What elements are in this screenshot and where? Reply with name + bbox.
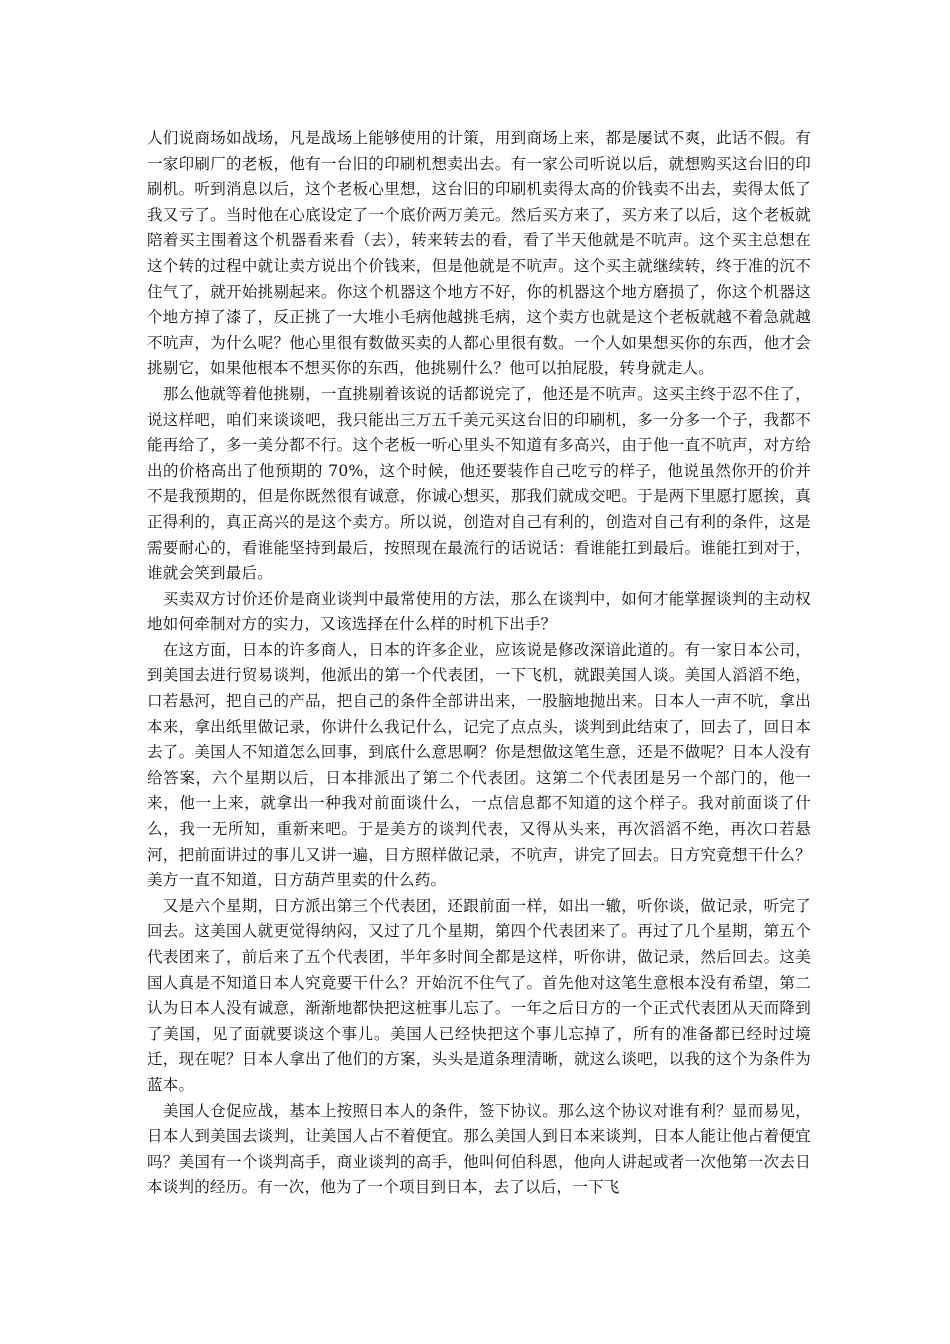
paragraph-3 [147, 587, 811, 638]
paragraph-4 [147, 638, 811, 894]
paragraph-4-indent [147, 641, 163, 659]
paragraph-6-text: 美国人仓促应战，基本上按照日本人的条件，签下协议。那么这个协议对谁有利？显而易见，日本人到美国去谈判，让美国人占不着便宜。那么美国人到日本来谈判，日本人能让他占着便宜吗？美国有一个谈判高手，商业谈判的高手，他叫何伯科恩，他向人讲起或者一次他第一次去日本谈判的经历。有一次，他为了一个项目到日本，去了以后，一下飞 [147, 1101, 811, 1197]
paragraph-5-text: 又是六个星期，日方派出第三个代表团，还跟前面一样，如出一辙，听你谈，做记录，听完了回去。这美国人就更觉得纳闷，又过了几个星期，第四个代表团来了。再过了几个星期，第五个代表团来了，前后来了五个代表团，半年多时间全都是这样，听你讲，做记录，然后回去。这美国人真是不知道日本人究竟要干什么？开始沉不住气了。首先他对这笔生意根本没有希望，第二认为日本人没有诚意，渐渐地都快把这桩事儿忘了。一年之后日方的一个正式代表团从天而降到了美国，见了面就要谈这个事儿。美国人已经快把这个事儿忘掉了，所有的准备都已经时过境迁，现在呢？日本人拿出了他们的方案，头头是道条理清晰，就这么谈吧，以我的这个为条件为蓝本。 [147, 896, 811, 1094]
paragraph-1 [147, 126, 811, 382]
paragraph-5 [147, 894, 811, 1099]
paragraph-6 [147, 1099, 811, 1201]
document-body [147, 126, 811, 1201]
paragraph-4-text: 在这方面，日本的许多商人，日本的许多企业，应该说是修改深谙此道的。有一家日本公司，到美国去进行贸易谈判，他派出的第一个代表团，一下飞机，就跟美国人谈。美国人滔滔不绝，口若悬河，把自己的产品，把自己的条件全部讲出来，一股脑地抛出来。日本人一声不吭，拿出本来，拿出纸里做记录，你讲什么我记什么，记完了点点头，谈判到此结束了，回去了，回日本去了。美国人不知道怎么回事，到底什么意思啊？你是想做这笔生意，还是不做呢？日本人没有给答案，六个星期以后，日本排派出了第二个代表团。这第二个代表团是另一个部门的，他一来，他一上来，就拿出一种我对前面谈什么，一点信息都不知道的这个样子。我对前面谈了什么，我一无所知，重新来吧。于是美方的谈判代表，又得从头来，再次滔滔不绝，再次口若悬河，把前面讲过的事儿又讲一遍，日方照样做记录，不吭声，讲完了回去。日方究竟想干什么？美方一直不知道，日方葫芦里卖的什么药。 [147, 640, 811, 890]
paragraph-3-text: 买卖双方讨价还价是商业谈判中最常使用的方法，那么在谈判中，如何才能掌握谈判的主动权地如何牵制对方的实力，又该选择在什么样的时机下出手？ [147, 589, 811, 634]
paragraph-1-text: 人们说商场如战场，凡是战场上能够使用的计策，用到商场上来，都是屡试不爽，此话不假。有一家印刷厂的老板，他有一台旧的印刷机想卖出去。有一家公司听说以后，就想购买这台旧的印刷机。听到消息以后，这个老板心里想，这台旧的印刷机卖得太高的价钱卖不出去，卖得太低了我又亏了。当时他在心底设定了一个底价两万美元。然后买方来了，买方来了以后，这个老板就陪着买主围着这个机器看来看（去），转来转去的看，看了半天他就是不吭声。这个买主总想在这个转的过程中就让卖方说出个价钱来，但是他就是不吭声。这个买主就继续转，终于准的沉不住气了，就开始挑剔起来。你这个机器这个地方不好，你的机器这个地方磨损了，你这个机器这个地方掉了漆了，反正挑了一大堆小毛病他越挑毛病，这个卖方也就是这个老板就越不着急就越不吭声，为什么呢？他心里很有数做买卖的人都心里很有数。一个人如果想买你的东西，他才会挑剔它，如果他根本不想买你的东西，他挑剔什么？他可以拍屁股，转身就走人。 [147, 129, 811, 378]
paragraph-5-indent [147, 897, 163, 915]
paragraph-2-text: 那么他就等着他挑剔，一直挑剔着该说的话都说完了，他还是不吭声。这买主终于忍不住了，说这样吧，咱们来谈谈吧，我只能出三万五千美元买这台旧的印刷机，多一分多一个子，我都不能再给了，多一美分都不行。这个老板一听心里头不知道有多高兴，由于他一直不吭声，对方给出的价格高出了他预期的 70%，这个时候，他还要装作自己吃亏的样子，他说虽然你开的价并不是我预期的，但是你既然很有诚意，你诚心想买，那我们就成交吧。于是两下里愿打愿挨，真正得利的，真正高兴的是这个卖方。所以说，创造对自己有利的，创造对自己有利的条件，这是需要耐心的，看谁能坚持到最后，按照现在最流行的话说话：看谁能扛到最后。谁能扛到对于，谁就会笑到最后。 [147, 384, 811, 583]
paragraph-6-indent [147, 1102, 163, 1120]
paragraph-3-indent [147, 590, 163, 608]
paragraph-2 [147, 382, 811, 587]
paragraph-2-indent [147, 385, 163, 403]
